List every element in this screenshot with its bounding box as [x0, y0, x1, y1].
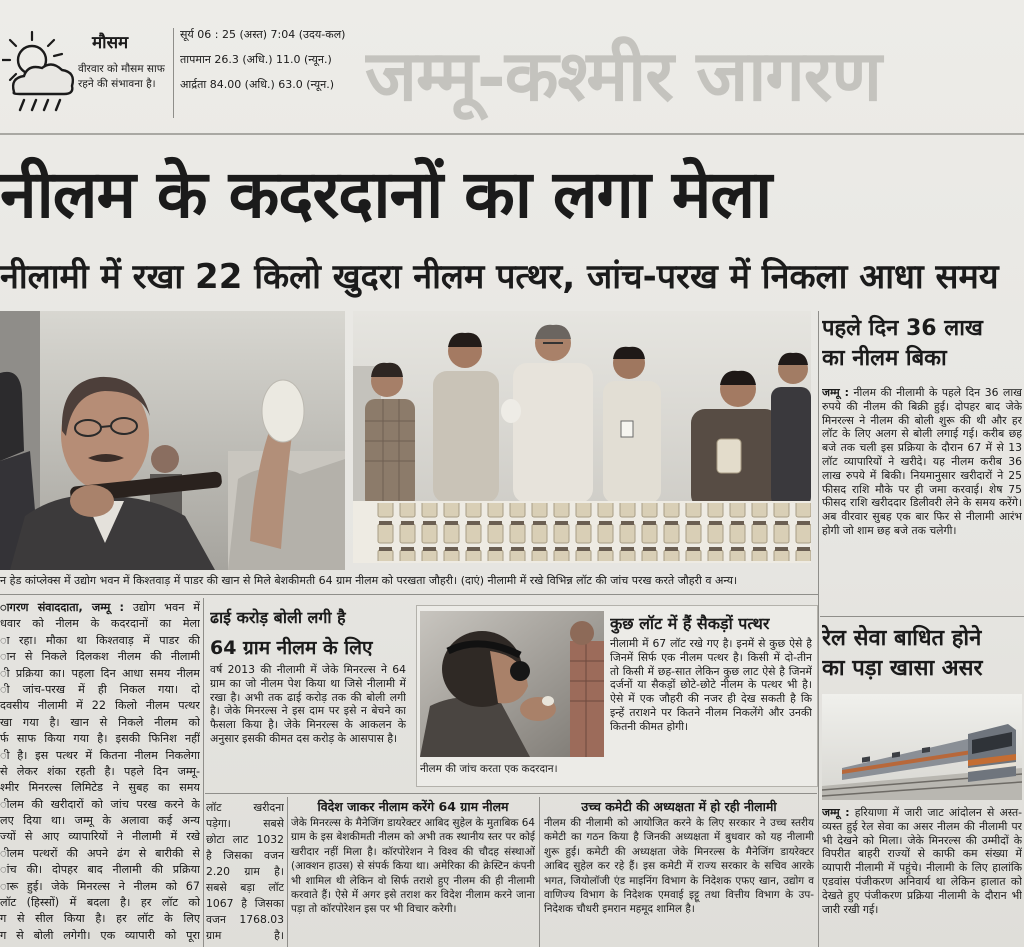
main-story-line — [0, 600, 200, 616]
first-day-dateline: जम्मू : — [822, 386, 849, 399]
main-story-line: ान से निकले दिलकश नीलम की नीलामी — [0, 650, 200, 664]
bottom-section-rule — [205, 793, 817, 794]
sidebar-divider — [818, 311, 819, 947]
main-story-line: ारू हुई। जेके मिनरल्स ने नीलम को 67 — [0, 879, 200, 893]
inspection-photo — [420, 611, 604, 757]
humidity: आर्द्रता 84.00 (अधि.) 63.0 (न्यून.) — [180, 78, 335, 91]
main-story-line: दवसीय नीलामी में 22 किलो नीलम पत्थर — [0, 699, 200, 713]
main-story-line: श्मीर मिनरल्स लिमिटेड ने सुबह का समय — [0, 781, 200, 795]
lot-note-line: सबसे बड़ा लॉट — [206, 881, 284, 894]
rail-box — [822, 624, 1022, 947]
main-story-line: खा गया है। खान से निकले नीलम को — [0, 715, 200, 729]
main-story-line: ग से बोली लगेगी। एक व्यापारी को पूरा — [0, 928, 200, 942]
lot-note-line: ग्राम है। — [206, 929, 284, 942]
first-day-box — [822, 314, 1022, 612]
inspection-photo-caption: नीलम की जांच करता एक कदरदान। — [420, 763, 558, 775]
main-story-line: ी है। इस पत्थर में कितना नीलम निकलेगा — [0, 748, 200, 762]
first-day-text: नीलम की नीलामी के पहले दिन 36 लाख रुपये की नीलम की बिक्री हुई। दोपहर बाद जेके मिनरल्स ने नीलम की बोली शुरू की थी और हर लॉट के लिए अलग से बोली लगाई गई। करीब छह बजे तक चली इस प्रक्रिया के दौरान 67 में से 13 लॉट व्यापारियों ने खरीदे। यह नीलम करीब 36 लाख रुपये में बिकी। नियमानुसार खरीदारों ने 25 फीसद राशि मौके पर ही जमा करवाई। शेष 75 फीसद राशि खरीददार डिलीवरी लेने के समय करेंगे। अब वीरवार सुबह एक बार फिर से नीलामी आरंभ होगी जो शाम छह बजे तक चलेगी। — [822, 386, 1022, 537]
committee-box-body: नीलम की नीलामी को आयोजित करने के लिए सरकार ने उच्च स्तरीय कमेटी का गठन किया है जिनकी अध्यक्षता में बुधवार को यह नीलामी शुरू हुई। कमेटी की अध्यक्षता जेके मिनरल्स के मैनेजिंग डायरेक्टर आबिद सुहेल कर रहे हैं। इस कमेटी में राज्य सरकार के सचिव आरके भगत, जियोलॉजी एंड माइनिंग विभाग के निदेशक एफए खान, उद्योग व वाणिज्य विभाग के निदेशक एमवाई इट्टू तथा वित्तीय विभाग के उप-निदेशक चौधरी इमरान महमूद शामिल है। — [544, 817, 814, 916]
main-story-line: ा रहा। मौका था किश्तवाड़ में पाडर की — [0, 633, 200, 647]
masthead-rule — [0, 133, 1024, 135]
rail-text: हरियाणा में जारी जाट आंदोलन से अस्त-व्यस्त हुई रेल सेवा का असर नीलम की नीलामी पर भी देखने को मिला। जेके मिनरल्स की उम्मीदों के विपरीत बाहरी राज्यों से काफी कम संख्या में व्यापारी नीलामी में पहुंचे। नीलामी के लिए हालांकि एडवांस पंजीकरण अनिवार्य था लेकिन हालात को देखते हुए पंजीकरण प्रक्रिया नीलामी के दौरान भी जारी रखी गई। — [822, 806, 1022, 916]
weather-forecast-line: वीरवार को मौसम साफ — [78, 63, 165, 75]
bid-box-title: ढाई करोड़ बोली लगी है — [210, 608, 346, 627]
first-day-title: का नीलम बिका — [822, 346, 947, 371]
committee-box-title: उच्च कमेटी की अध्यक्षता में हो रही नीलामी — [581, 799, 777, 814]
rail-dateline: जम्मू : — [822, 806, 850, 819]
sidebar-rule — [820, 616, 1024, 617]
main-story-line: लॉट (हिस्सों) में बदला है। हर लॉट को — [0, 896, 200, 910]
main-story-line: से लेकर शंका रहती है। पहले दिन जम्मू- — [0, 764, 200, 778]
main-story-text: उद्योग भवन में — [132, 601, 200, 614]
main-story-line: र्फ साफ किया गया है। इसकी फिनिश नहीं — [0, 732, 200, 746]
lots-box — [610, 611, 812, 779]
masthead-container — [365, 26, 1024, 126]
main-story-line: लए दिया था। जम्मू के अलावा कई अन्य — [0, 814, 200, 828]
subheadline: नीलामी में रखा 22 किलो खुदरा नीलम पत्थर, जांच-परख में निकला आधा समय — [0, 257, 999, 297]
main-story-line: ांच की। दोपहर बाद नीलामी की प्रक्रिया — [0, 863, 200, 877]
bid-box — [210, 603, 406, 783]
lot-note-line: 1067 है जिसका — [206, 897, 284, 910]
lots-box-body: नीलामी में 67 लॉट रखे गए है। इनमें से कुछ ऐसे है जिनमें सिर्फ एक नीलम पत्थर है। किसी में दो-तीन तो किसी में छह-सात लेकिन कुछ लाट ऐसे है जिनमें दर्जनों या सैकड़ों छोटे-छोटे नीलम के पत्थर भी है। ऐसे में एक जौहरी की नजर ही देख सकती है कि इन्हें तराशने पर कितने नीलम निकलेंगे और उनकी कितनी कीमत होगी। — [610, 637, 812, 733]
lot-note-line: पड़ेगा। सबसे — [206, 817, 284, 830]
lot-note-column — [206, 800, 284, 947]
bid-box-body: वर्ष 2013 की नीलामी में जेके मिनरल्स ने 64 ग्राम का जो नीलम पेश किया था जिसे नीलामी में रखा है। अभी तक ढाई करोड़ तक की बोली लगी है। जेके मिनरल्स ने इस दाम पर इसे न बेचने का फैसला किया है। जेके मिनरल्स के आकलन के अनुसार इसकी कीमत दस करोड़ के आसपास है। — [210, 663, 406, 745]
abroad-box-body: जेके मिनरल्स के मैनेजिंग डायरेक्टर आबिद सुहेल के मुताबिक 64 ग्राम के इस बेशकीमती नीलम को अभी तक स्थानीय स्तर पर कोई खरीदार नहीं मिला है। कॉरपोरेशन ने विश्व की चौदह संस्थाओं (आक्शन हाउस) से संपर्क किया था। अमेरिका की क्रेस्टिन कंपनी भी शामिल थी लेकिन वो सिर्फ तराशे हुए नीलम की ही नीलामी करवाते हैं। ऐसे में अगर इसे तराश कर विदेश नीलाम करने जाना पड़ा तो कॉरपोरेशन इस पर भी विचार करेगी। — [291, 817, 535, 916]
auction-lots-photo — [353, 311, 811, 563]
jeweller-photo — [0, 311, 345, 570]
sun-cloud-rain-icon — [2, 30, 78, 116]
main-story-column — [0, 600, 200, 947]
weather-label: मौसम — [92, 33, 129, 53]
almanac — [180, 22, 362, 97]
main-story-line: ज्यों से आए व्यापारियों ने नीलामी में रखे — [0, 830, 200, 844]
abroad-box — [291, 798, 535, 947]
column-divider — [539, 797, 540, 947]
lot-note-line: लॉट खरीदना — [206, 801, 284, 814]
main-story-line: ीलम की खरीदारों को जांच परख करने के — [0, 797, 200, 811]
lot-note-line: वजन 1768.03 — [206, 913, 284, 926]
rail-title: रेल सेवा बाधित होने — [822, 626, 982, 651]
train-photo — [822, 694, 1022, 800]
rail-body — [822, 806, 1022, 946]
weather-forecast — [78, 62, 173, 92]
lots-box-title: कुछ लॉट में हैं सैकड़ों पत्थर — [610, 614, 770, 633]
lot-note-line: है जिसका वजन — [206, 849, 284, 862]
sun-timings: सूर्य 06 : 25 (अस्त) 7:04 (उदय-कल) — [180, 28, 346, 41]
headline: नीलम के कदरदानों का लगा मेला — [0, 156, 772, 233]
rail-title: का पड़ा खासा असर — [822, 656, 983, 681]
main-story-line: धवार को नीलम के कदरदानों का मेला — [0, 617, 200, 631]
main-story-line: ीलम पत्थरों की अपने ढंग से बारीकी से — [0, 846, 200, 860]
masthead: जम्मू-कश्मीर जागरण — [365, 34, 882, 117]
weather-divider — [173, 28, 174, 118]
subheadline-container — [0, 250, 1024, 304]
caption-rule — [0, 594, 818, 595]
main-story-dateline: ागरण संवाददाता, जम्मू : — [0, 601, 124, 614]
main-story-line: ी प्रक्रिया का। पहला दिन आधा समय नीलम — [0, 666, 200, 680]
column-divider — [203, 598, 204, 947]
abroad-box-title: विदेश जाकर नीलाम करेंगे 64 ग्राम नीलम — [317, 799, 509, 814]
column-divider — [287, 797, 288, 947]
lot-note-line: छोटा लाट 1032 — [206, 833, 284, 846]
bid-box-subtitle: 64 ग्राम नीलम के लिए — [210, 637, 373, 659]
main-story-line: ग से सील किया है। हर लॉट के लिए — [0, 912, 200, 926]
main-story-line: ी जांच-परख में ही निकल गया। दो — [0, 682, 200, 696]
weather-forecast-line: रहने की संभावना है। — [78, 78, 156, 90]
headline-container — [0, 148, 1024, 242]
photo-caption: न हेड कांप्लेक्स में उद्योग भवन में किश्तवाड़ में पाडर की खान से मिले बेशकीमती 64 ग्राम नीलम को परखता जौहरी। (दाएं) नीलामी में रखे विभिन्न लॉट की जांच परख करते जौहरी व अन्य। — [0, 574, 738, 587]
lot-note-line: 2.20 ग्राम है। — [206, 865, 284, 878]
first-day-title: पहले दिन 36 लाख — [822, 316, 983, 341]
committee-box — [544, 798, 814, 947]
first-day-body — [822, 386, 1022, 608]
temperature: तापमान 26.3 (अधि.) 11.0 (न्यून.) — [180, 53, 332, 66]
